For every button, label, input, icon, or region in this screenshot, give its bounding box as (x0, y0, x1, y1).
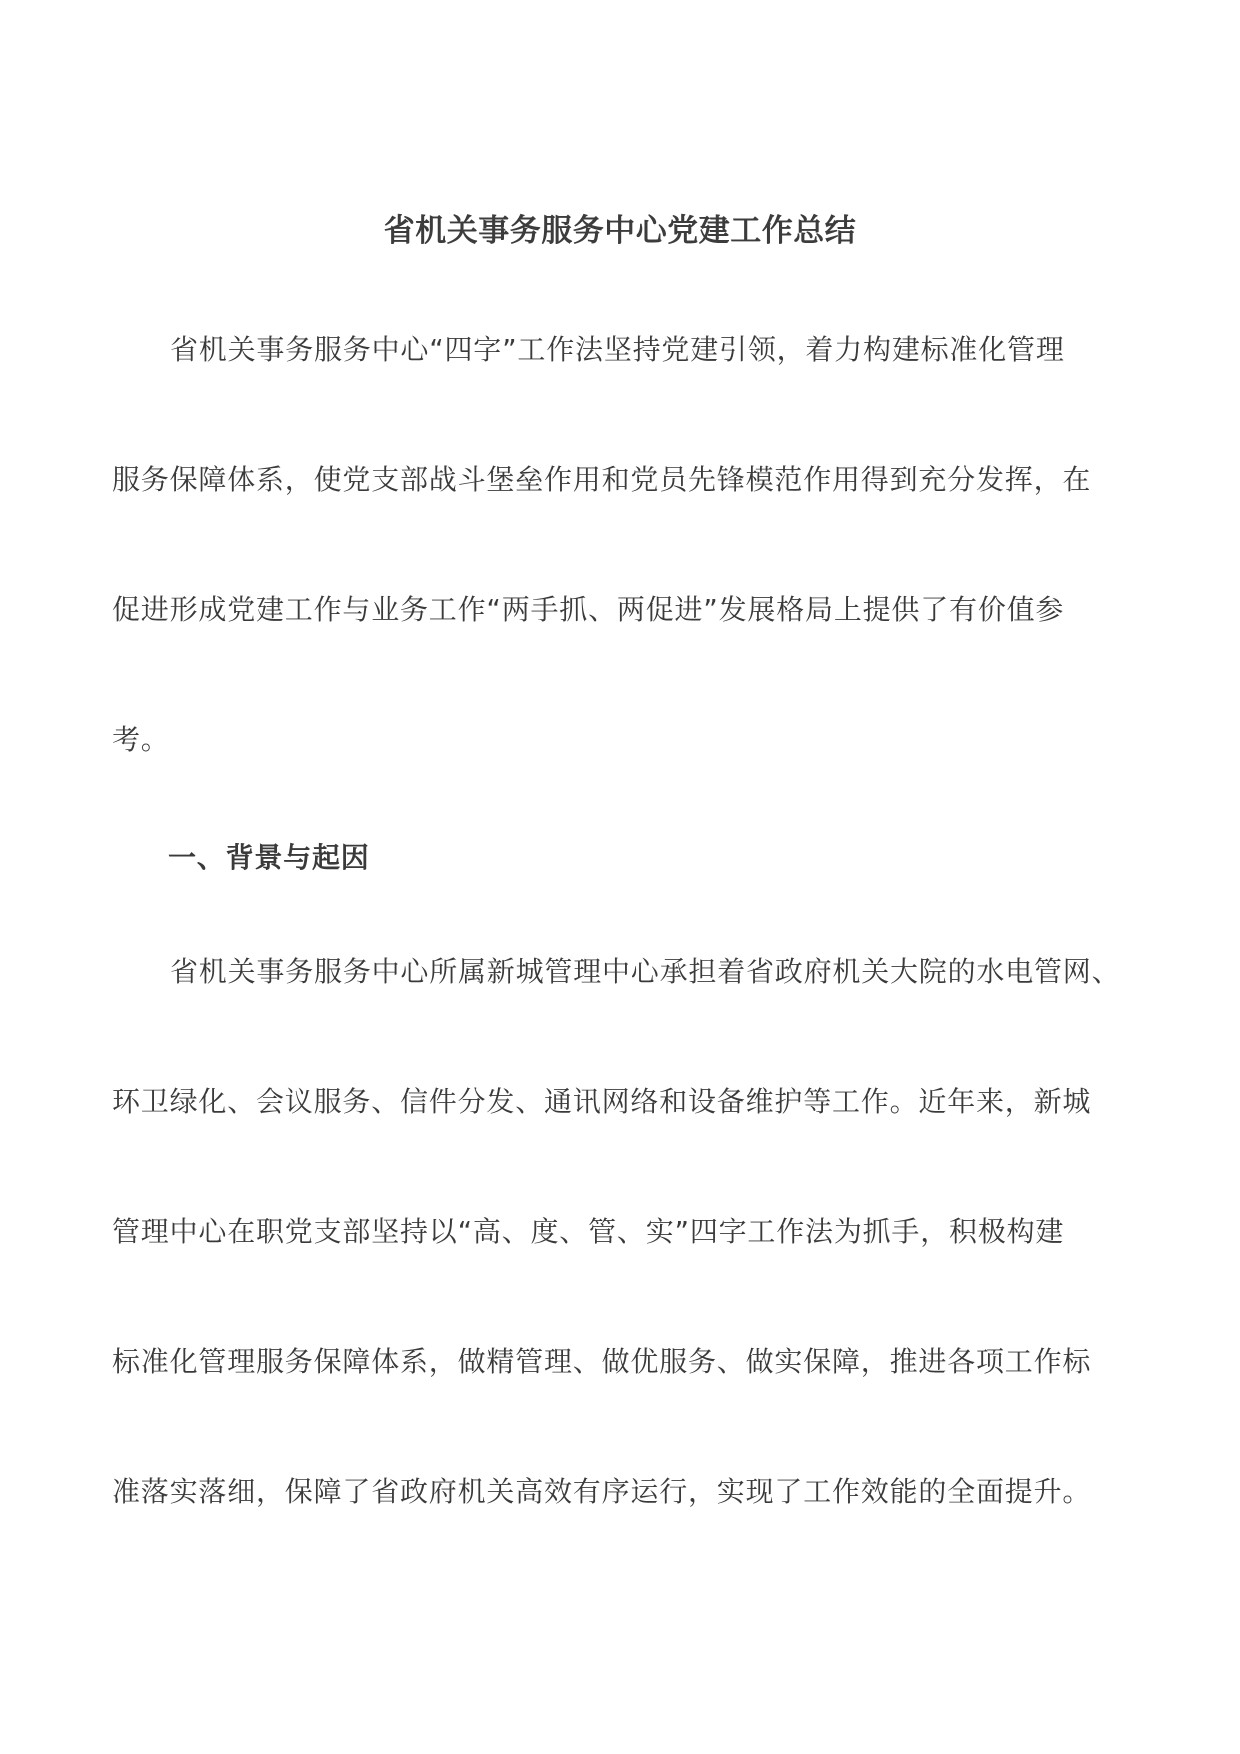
section1-line-3: 管理中心在职党支部坚持以“高、度、管、实”四字工作法为抓手，积极构建 (112, 1215, 1065, 1248)
intro-line-2: 服务保障体系，使党支部战斗堡垒作用和党员先锋模范作用得到充分发挥，在 (112, 463, 1092, 496)
document-title: 省机关事务服务中心党建工作总结 (383, 213, 857, 249)
section1-line-5: 准落实落细，保障了省政府机关高效有序运行，实现了工作效能的全面提升。 (112, 1475, 1092, 1508)
section-heading-1: 一、背景与起因 (168, 841, 370, 874)
intro-line-4: 考。 (112, 723, 170, 756)
section1-line-1: 省机关事务服务中心所属新城管理中心承担着省政府机关大院的水电管网、 (170, 955, 1121, 988)
section1-line-2: 环卫绿化、会议服务、信件分发、通讯网络和设备维护等工作。近年来，新城 (112, 1085, 1092, 1118)
section1-line-4: 标准化管理服务保障体系，做精管理、做优服务、做实保障，推进各项工作标 (112, 1345, 1092, 1378)
intro-line-3: 促进形成党建工作与业务工作“两手抓、两促进”发展格局上提供了有价值参 (112, 593, 1065, 626)
intro-line-1: 省机关事务服务中心“四字”工作法坚持党建引领，着力构建标准化管理 (170, 333, 1065, 366)
